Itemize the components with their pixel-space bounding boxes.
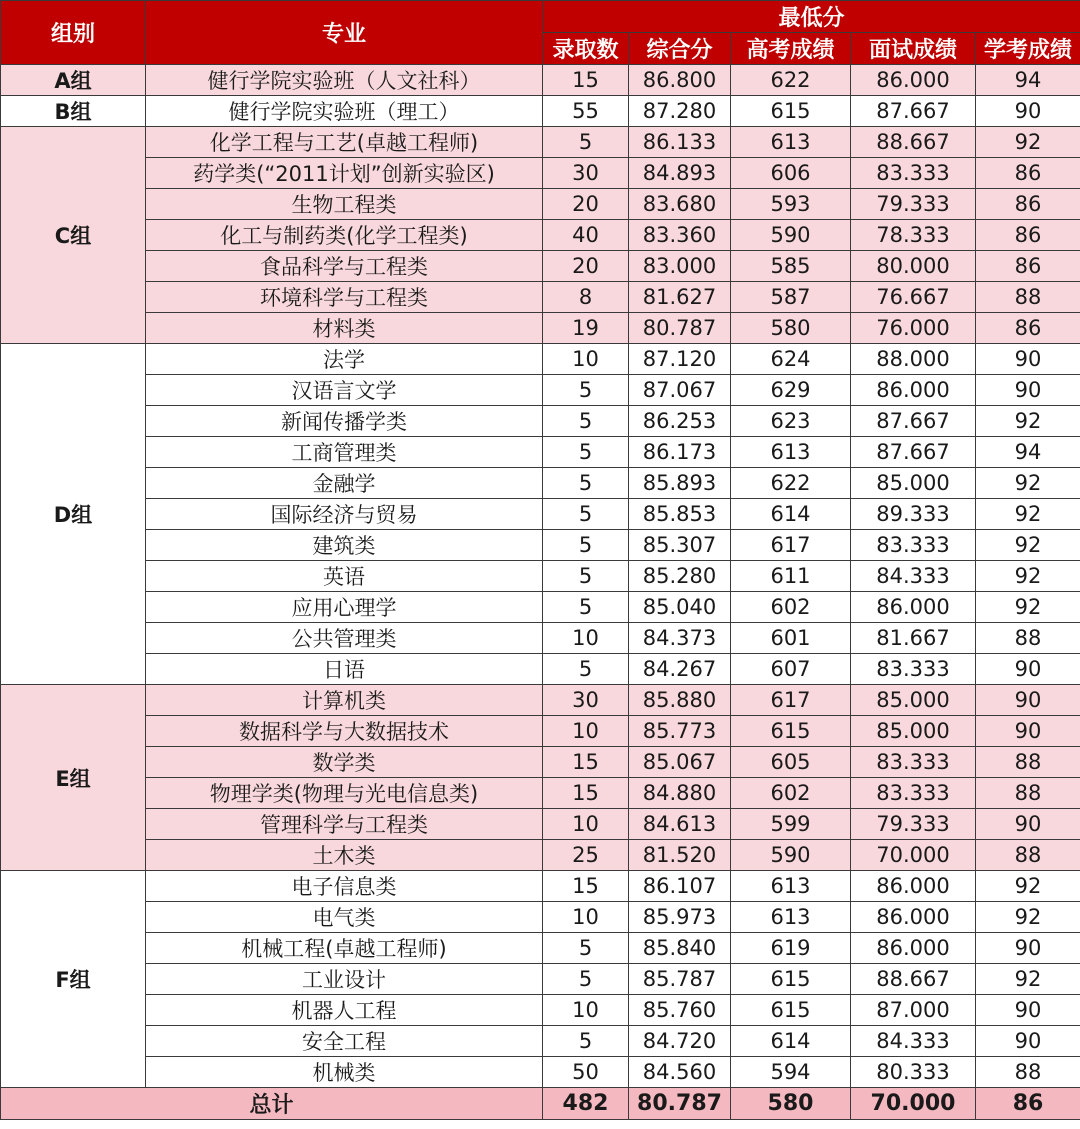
table-row — [1, 623, 1080, 654]
count-cell: 15 — [543, 65, 629, 96]
composite-cell: 85.760 — [629, 995, 731, 1026]
interview-cell: 87.667 — [851, 406, 976, 437]
table-row — [1, 158, 1080, 189]
total-count: 482 — [543, 1088, 629, 1120]
count-cell: 15 — [543, 747, 629, 778]
count-cell: 5 — [543, 1026, 629, 1057]
xuekao-cell: 92 — [976, 530, 1080, 561]
gaokao-cell: 611 — [731, 561, 851, 592]
table-row — [1, 840, 1080, 871]
major-cell: 管理科学与工程类 — [146, 809, 543, 840]
count-cell: 5 — [543, 127, 629, 158]
gaokao-cell: 624 — [731, 344, 851, 375]
interview-cell: 80.000 — [851, 251, 976, 282]
composite-cell: 84.373 — [629, 623, 731, 654]
total-composite: 80.787 — [629, 1088, 731, 1120]
interview-cell: 76.667 — [851, 282, 976, 313]
xuekao-cell: 90 — [976, 344, 1080, 375]
table-row — [1, 995, 1080, 1026]
composite-cell: 86.107 — [629, 871, 731, 902]
xuekao-cell: 92 — [976, 561, 1080, 592]
table-row — [1, 499, 1080, 530]
composite-cell: 87.280 — [629, 96, 731, 127]
group-cell: B组 — [1, 96, 146, 127]
table-row — [1, 375, 1080, 406]
count-cell: 5 — [543, 468, 629, 499]
major-cell: 安全工程 — [146, 1026, 543, 1057]
gaokao-cell: 580 — [731, 313, 851, 344]
major-cell: 机器人工程 — [146, 995, 543, 1026]
header-group: 组别 — [1, 1, 146, 65]
gaokao-cell: 602 — [731, 778, 851, 809]
table-row — [1, 282, 1080, 313]
composite-cell: 84.267 — [629, 654, 731, 685]
xuekao-cell: 92 — [976, 592, 1080, 623]
header-interview: 面试成绩 — [851, 33, 976, 65]
interview-cell: 88.667 — [851, 127, 976, 158]
gaokao-cell: 613 — [731, 902, 851, 933]
composite-cell: 85.973 — [629, 902, 731, 933]
table-row — [1, 1026, 1080, 1057]
major-cell: 电子信息类 — [146, 871, 543, 902]
composite-cell: 81.627 — [629, 282, 731, 313]
xuekao-cell: 90 — [976, 809, 1080, 840]
header-composite: 综合分 — [629, 33, 731, 65]
composite-cell: 85.280 — [629, 561, 731, 592]
xuekao-cell: 86 — [976, 220, 1080, 251]
count-cell: 40 — [543, 220, 629, 251]
major-cell: 电气类 — [146, 902, 543, 933]
interview-cell: 80.333 — [851, 1057, 976, 1088]
gaokao-cell: 615 — [731, 995, 851, 1026]
group-cell: E组 — [1, 685, 146, 871]
major-cell: 环境科学与工程类 — [146, 282, 543, 313]
interview-cell: 88.667 — [851, 964, 976, 995]
count-cell: 19 — [543, 313, 629, 344]
major-cell: 机械类 — [146, 1057, 543, 1088]
major-cell: 数学类 — [146, 747, 543, 778]
interview-cell: 86.000 — [851, 65, 976, 96]
table-row — [1, 871, 1080, 902]
gaokao-cell: 593 — [731, 189, 851, 220]
major-cell: 土木类 — [146, 840, 543, 871]
major-cell: 法学 — [146, 344, 543, 375]
total-gaokao: 580 — [731, 1088, 851, 1120]
composite-cell: 84.880 — [629, 778, 731, 809]
gaokao-cell: 619 — [731, 933, 851, 964]
xuekao-cell: 86 — [976, 313, 1080, 344]
interview-cell: 86.000 — [851, 592, 976, 623]
count-cell: 5 — [543, 375, 629, 406]
xuekao-cell: 86 — [976, 158, 1080, 189]
composite-cell: 84.720 — [629, 1026, 731, 1057]
table-body — [1, 65, 1080, 1088]
xuekao-cell: 86 — [976, 251, 1080, 282]
gaokao-cell: 614 — [731, 499, 851, 530]
xuekao-cell: 90 — [976, 716, 1080, 747]
table-row — [1, 561, 1080, 592]
xuekao-cell: 88 — [976, 1057, 1080, 1088]
major-cell: 国际经济与贸易 — [146, 499, 543, 530]
header-count: 录取数 — [543, 33, 629, 65]
xuekao-cell: 90 — [976, 995, 1080, 1026]
group-cell: C组 — [1, 127, 146, 344]
table-row — [1, 530, 1080, 561]
interview-cell: 85.000 — [851, 468, 976, 499]
gaokao-cell: 605 — [731, 747, 851, 778]
major-cell: 化工与制药类(化学工程类) — [146, 220, 543, 251]
xuekao-cell: 90 — [976, 933, 1080, 964]
count-cell: 10 — [543, 716, 629, 747]
composite-cell: 85.880 — [629, 685, 731, 716]
xuekao-cell: 90 — [976, 375, 1080, 406]
count-cell: 5 — [543, 499, 629, 530]
table-row — [1, 685, 1080, 716]
gaokao-cell: 585 — [731, 251, 851, 282]
count-cell: 10 — [543, 623, 629, 654]
count-cell: 15 — [543, 871, 629, 902]
composite-cell: 85.787 — [629, 964, 731, 995]
count-cell: 20 — [543, 189, 629, 220]
table-row — [1, 65, 1080, 96]
table-row — [1, 902, 1080, 933]
composite-cell: 85.067 — [629, 747, 731, 778]
xuekao-cell: 92 — [976, 902, 1080, 933]
interview-cell: 84.333 — [851, 561, 976, 592]
composite-cell: 84.893 — [629, 158, 731, 189]
total-label: 总计 — [1, 1088, 543, 1120]
major-cell: 食品科学与工程类 — [146, 251, 543, 282]
xuekao-cell: 92 — [976, 468, 1080, 499]
interview-cell: 88.000 — [851, 344, 976, 375]
total-xuekao: 86 — [976, 1088, 1080, 1120]
major-cell: 机械工程(卓越工程师) — [146, 933, 543, 964]
count-cell: 5 — [543, 561, 629, 592]
major-cell: 计算机类 — [146, 685, 543, 716]
composite-cell: 84.560 — [629, 1057, 731, 1088]
interview-cell: 83.333 — [851, 778, 976, 809]
count-cell: 20 — [543, 251, 629, 282]
major-cell: 数据科学与大数据技术 — [146, 716, 543, 747]
count-cell: 25 — [543, 840, 629, 871]
major-cell: 英语 — [146, 561, 543, 592]
interview-cell: 86.000 — [851, 933, 976, 964]
header-xuekao: 学考成绩 — [976, 33, 1080, 65]
composite-cell: 85.307 — [629, 530, 731, 561]
total-interview: 70.000 — [851, 1088, 976, 1120]
composite-cell: 85.840 — [629, 933, 731, 964]
group-cell: F组 — [1, 871, 146, 1088]
major-cell: 建筑类 — [146, 530, 543, 561]
gaokao-cell: 613 — [731, 437, 851, 468]
count-cell: 10 — [543, 344, 629, 375]
interview-cell: 86.000 — [851, 902, 976, 933]
major-cell: 工商管理类 — [146, 437, 543, 468]
major-cell: 日语 — [146, 654, 543, 685]
major-cell: 健行学院实验班（人文社科） — [146, 65, 543, 96]
composite-cell: 84.613 — [629, 809, 731, 840]
table-row — [1, 1057, 1080, 1088]
table-row — [1, 251, 1080, 282]
composite-cell: 83.360 — [629, 220, 731, 251]
header-gaokao: 高考成绩 — [731, 33, 851, 65]
gaokao-cell: 614 — [731, 1026, 851, 1057]
table-row — [1, 220, 1080, 251]
xuekao-cell: 88 — [976, 623, 1080, 654]
interview-cell: 79.333 — [851, 809, 976, 840]
xuekao-cell: 88 — [976, 282, 1080, 313]
table-row — [1, 468, 1080, 499]
composite-cell: 85.893 — [629, 468, 731, 499]
interview-cell: 85.000 — [851, 716, 976, 747]
interview-cell: 83.333 — [851, 654, 976, 685]
interview-cell: 79.333 — [851, 189, 976, 220]
interview-cell: 86.000 — [851, 871, 976, 902]
table-row — [1, 809, 1080, 840]
gaokao-cell: 615 — [731, 96, 851, 127]
count-cell: 5 — [543, 406, 629, 437]
table-row — [1, 127, 1080, 158]
composite-cell: 87.067 — [629, 375, 731, 406]
xuekao-cell: 88 — [976, 747, 1080, 778]
interview-cell: 83.333 — [851, 747, 976, 778]
composite-cell: 81.520 — [629, 840, 731, 871]
xuekao-cell: 94 — [976, 437, 1080, 468]
major-cell: 生物工程类 — [146, 189, 543, 220]
header-major: 专业 — [146, 1, 543, 65]
major-cell: 汉语言文学 — [146, 375, 543, 406]
xuekao-cell: 90 — [976, 654, 1080, 685]
count-cell: 55 — [543, 96, 629, 127]
xuekao-cell: 88 — [976, 840, 1080, 871]
gaokao-cell: 623 — [731, 406, 851, 437]
count-cell: 5 — [543, 933, 629, 964]
table-row — [1, 189, 1080, 220]
gaokao-cell: 613 — [731, 127, 851, 158]
group-cell: D组 — [1, 344, 146, 685]
composite-cell: 87.120 — [629, 344, 731, 375]
count-cell: 5 — [543, 964, 629, 995]
major-cell: 公共管理类 — [146, 623, 543, 654]
total-row — [1, 1088, 1080, 1120]
count-cell: 30 — [543, 685, 629, 716]
count-cell: 5 — [543, 530, 629, 561]
table-footer — [1, 1088, 1080, 1120]
xuekao-cell: 92 — [976, 964, 1080, 995]
table-row — [1, 716, 1080, 747]
count-cell: 5 — [543, 654, 629, 685]
composite-cell: 83.680 — [629, 189, 731, 220]
table-row — [1, 437, 1080, 468]
table-row — [1, 406, 1080, 437]
gaokao-cell: 594 — [731, 1057, 851, 1088]
xuekao-cell: 88 — [976, 778, 1080, 809]
gaokao-cell: 617 — [731, 685, 851, 716]
count-cell: 5 — [543, 437, 629, 468]
xuekao-cell: 90 — [976, 96, 1080, 127]
count-cell: 5 — [543, 592, 629, 623]
header-min-score: 最低分 — [543, 1, 1080, 33]
table-row — [1, 344, 1080, 375]
gaokao-cell: 599 — [731, 809, 851, 840]
gaokao-cell: 587 — [731, 282, 851, 313]
composite-cell: 86.173 — [629, 437, 731, 468]
composite-cell: 86.133 — [629, 127, 731, 158]
gaokao-cell: 602 — [731, 592, 851, 623]
gaokao-cell: 601 — [731, 623, 851, 654]
major-cell: 新闻传播学类 — [146, 406, 543, 437]
gaokao-cell: 617 — [731, 530, 851, 561]
count-cell: 15 — [543, 778, 629, 809]
composite-cell: 85.773 — [629, 716, 731, 747]
interview-cell: 83.333 — [851, 530, 976, 561]
gaokao-cell: 615 — [731, 716, 851, 747]
interview-cell: 87.667 — [851, 96, 976, 127]
composite-cell: 85.853 — [629, 499, 731, 530]
count-cell: 30 — [543, 158, 629, 189]
table-row — [1, 592, 1080, 623]
table-row — [1, 747, 1080, 778]
xuekao-cell: 92 — [976, 871, 1080, 902]
composite-cell: 86.800 — [629, 65, 731, 96]
major-cell: 材料类 — [146, 313, 543, 344]
major-cell: 健行学院实验班（理工） — [146, 96, 543, 127]
count-cell: 50 — [543, 1057, 629, 1088]
composite-cell: 83.000 — [629, 251, 731, 282]
count-cell: 10 — [543, 995, 629, 1026]
interview-cell: 85.000 — [851, 685, 976, 716]
xuekao-cell: 92 — [976, 499, 1080, 530]
table-header — [1, 1, 1080, 65]
composite-cell: 80.787 — [629, 313, 731, 344]
interview-cell: 70.000 — [851, 840, 976, 871]
interview-cell: 78.333 — [851, 220, 976, 251]
major-cell: 工业设计 — [146, 964, 543, 995]
interview-cell: 89.333 — [851, 499, 976, 530]
xuekao-cell: 90 — [976, 685, 1080, 716]
interview-cell: 87.000 — [851, 995, 976, 1026]
group-cell: A组 — [1, 65, 146, 96]
interview-cell: 87.667 — [851, 437, 976, 468]
gaokao-cell: 613 — [731, 871, 851, 902]
xuekao-cell: 90 — [976, 1026, 1080, 1057]
gaokao-cell: 622 — [731, 468, 851, 499]
count-cell: 8 — [543, 282, 629, 313]
interview-cell: 84.333 — [851, 1026, 976, 1057]
gaokao-cell: 606 — [731, 158, 851, 189]
major-cell: 应用心理学 — [146, 592, 543, 623]
xuekao-cell: 86 — [976, 189, 1080, 220]
gaokao-cell: 590 — [731, 840, 851, 871]
table-row — [1, 933, 1080, 964]
composite-cell: 86.253 — [629, 406, 731, 437]
xuekao-cell: 92 — [976, 127, 1080, 158]
table-row — [1, 313, 1080, 344]
table-row — [1, 778, 1080, 809]
interview-cell: 76.000 — [851, 313, 976, 344]
count-cell: 10 — [543, 809, 629, 840]
interview-cell: 81.667 — [851, 623, 976, 654]
table-row — [1, 96, 1080, 127]
major-cell: 金融学 — [146, 468, 543, 499]
gaokao-cell: 607 — [731, 654, 851, 685]
composite-cell: 85.040 — [629, 592, 731, 623]
interview-cell: 86.000 — [851, 375, 976, 406]
gaokao-cell: 622 — [731, 65, 851, 96]
major-cell: 物理学类(物理与光电信息类) — [146, 778, 543, 809]
xuekao-cell: 94 — [976, 65, 1080, 96]
xuekao-cell: 92 — [976, 406, 1080, 437]
gaokao-cell: 615 — [731, 964, 851, 995]
table-row — [1, 964, 1080, 995]
major-cell: 药学类(“2011计划”创新实验区) — [146, 158, 543, 189]
interview-cell: 83.333 — [851, 158, 976, 189]
gaokao-cell: 590 — [731, 220, 851, 251]
count-cell: 10 — [543, 902, 629, 933]
table-row — [1, 654, 1080, 685]
gaokao-cell: 629 — [731, 375, 851, 406]
major-cell: 化学工程与工艺(卓越工程师) — [146, 127, 543, 158]
